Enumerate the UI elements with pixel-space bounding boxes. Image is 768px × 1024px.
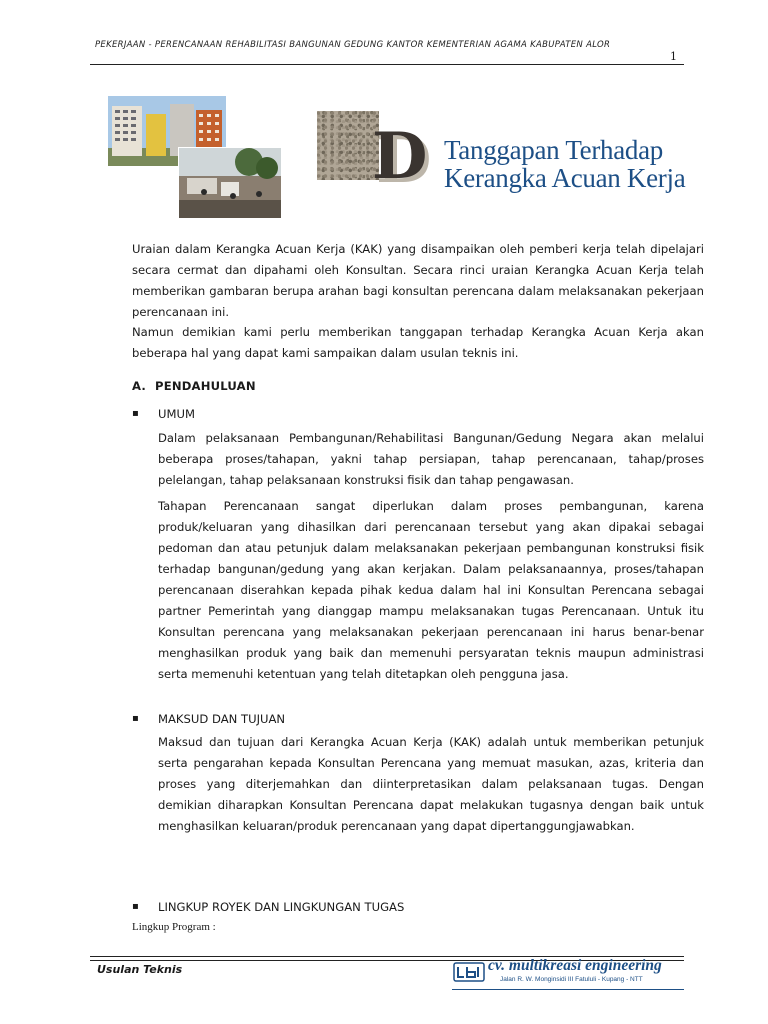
running-header: PEKERJAAN - PERENCANAAN REHABILITASI BANGUNAN GEDUNG KANTOR KEMENTERIAN AGAMA KABUPATEN ALOR: [95, 40, 611, 50]
page-number: 1: [670, 50, 677, 63]
intro-paragraph-2: Namun demikian kami perlu memberikan tanggapan terhadap Kerangka Acuan Kerja akan beberapa hal yang dapat kami sampaikan dalam usulan teknis ini.: [132, 325, 704, 360]
header-divider: [90, 64, 684, 65]
footer-document-type: Usulan Teknis: [97, 963, 183, 976]
part-a-heading: [132, 379, 256, 393]
bullet-icon: ▪: [132, 901, 139, 912]
company-logo-icon: [453, 960, 485, 984]
subheading-maksud-dan-tujuan: MAKSUD DAN TUJUAN: [158, 712, 286, 726]
intro-paragraph-1: Uraian dalam Kerangka Acuan Kerja (KAK) yang disampaikan oleh pemberi kerja telah dipelajari secara cermat dan dipahami oleh Konsultan. Secara rinci uraian Kerangka Acuan Kerja telah memberikan gambaran berupa arahan bagi konsultan perencana dalam melaksanakan pekerjaan perencanaan ini.: [132, 242, 704, 319]
company-name: cv. multikreasi engineering: [488, 957, 662, 974]
company-underline: [452, 989, 684, 990]
section-title: [444, 136, 685, 192]
part-a-number: A.: [132, 379, 146, 393]
section-letter: D: [372, 119, 428, 194]
part-a-title: PENDAHULUAN: [155, 379, 256, 393]
company-address: Jalan R. W. Monginsidi III Fatululi - Kupang - NTT: [500, 976, 643, 983]
section-title-line-1: Tanggapan Terhadap: [444, 135, 663, 165]
subheading-lingkup: LINGKUP ROYEK DAN LINGKUNGAN TUGAS: [158, 900, 405, 914]
section-title-line-2: Kerangka Acuan Kerja: [444, 163, 686, 193]
construction-photo: [178, 147, 282, 219]
bullet-icon: ▪: [132, 408, 139, 419]
subheading-umum: UMUM: [158, 407, 195, 421]
umum-paragraph-1: Dalam pelaksanaan Pembangunan/Rehabilitasi Bangunan/Gedung Negara akan melalui beberapa proses/tahapan, yakni tahap persiapan, tahap perencanaan, tahap/proses pelelangan, tahap pelaksanaan konstruksi fisik dan tahap pengawasan.: [158, 431, 704, 487]
bullet-icon: ▪: [132, 713, 139, 724]
umum-paragraph-2: Tahapan Perencanaan sangat diperlukan dalam proses pembangunan, karena produk/keluaran yang dihasilkan dari perencanaan tersebut yang akan dipakai sebagai pedoman dan atau petunjuk dalam melaksanakan pekerjaan pembangunan konstruksi fisik terhadap bangunan/gedung yang akan kerjakan. Dalam pelaksanaannya, proses/tahapan perencanaan diserahkan kepada pihak kedua dalam hal ini Konsultan Perencana sebagai partner Pemerintah yang dianggap mampu melaksanakan tugas Perencanaan. Untuk itu Konsultan perencana yang melaksanakan pekerjaan perencanaan ini harus benar-benar menghasilkan produk yang baik dan memenuhi persyaratan teknis maupun administrasi serta memenuhi ketentuan yang telah ditetapkan oleh pengguna jasa.: [158, 499, 704, 681]
stone-texture-tile: [317, 111, 379, 180]
program-label: Lingkup Program :: [132, 921, 216, 933]
maksud-paragraph: Maksud dan tujuan dari Kerangka Acuan Kerja (KAK) adalah untuk memberikan petunjuk serta pengarahan kepada Konsultan Perencana yang memuat masukan, azas, kriteria dan proses yang diterjemahkan dan diinterpretasikan dalam pelaksanaan tugas. Dengan demikian diharapkan Konsultan Perencana dapat melakukan tugasnya dengan baik untuk menghasilkan keluaran/produk perencanaan yang dapat dipertanggungjawabkan.: [158, 735, 704, 833]
